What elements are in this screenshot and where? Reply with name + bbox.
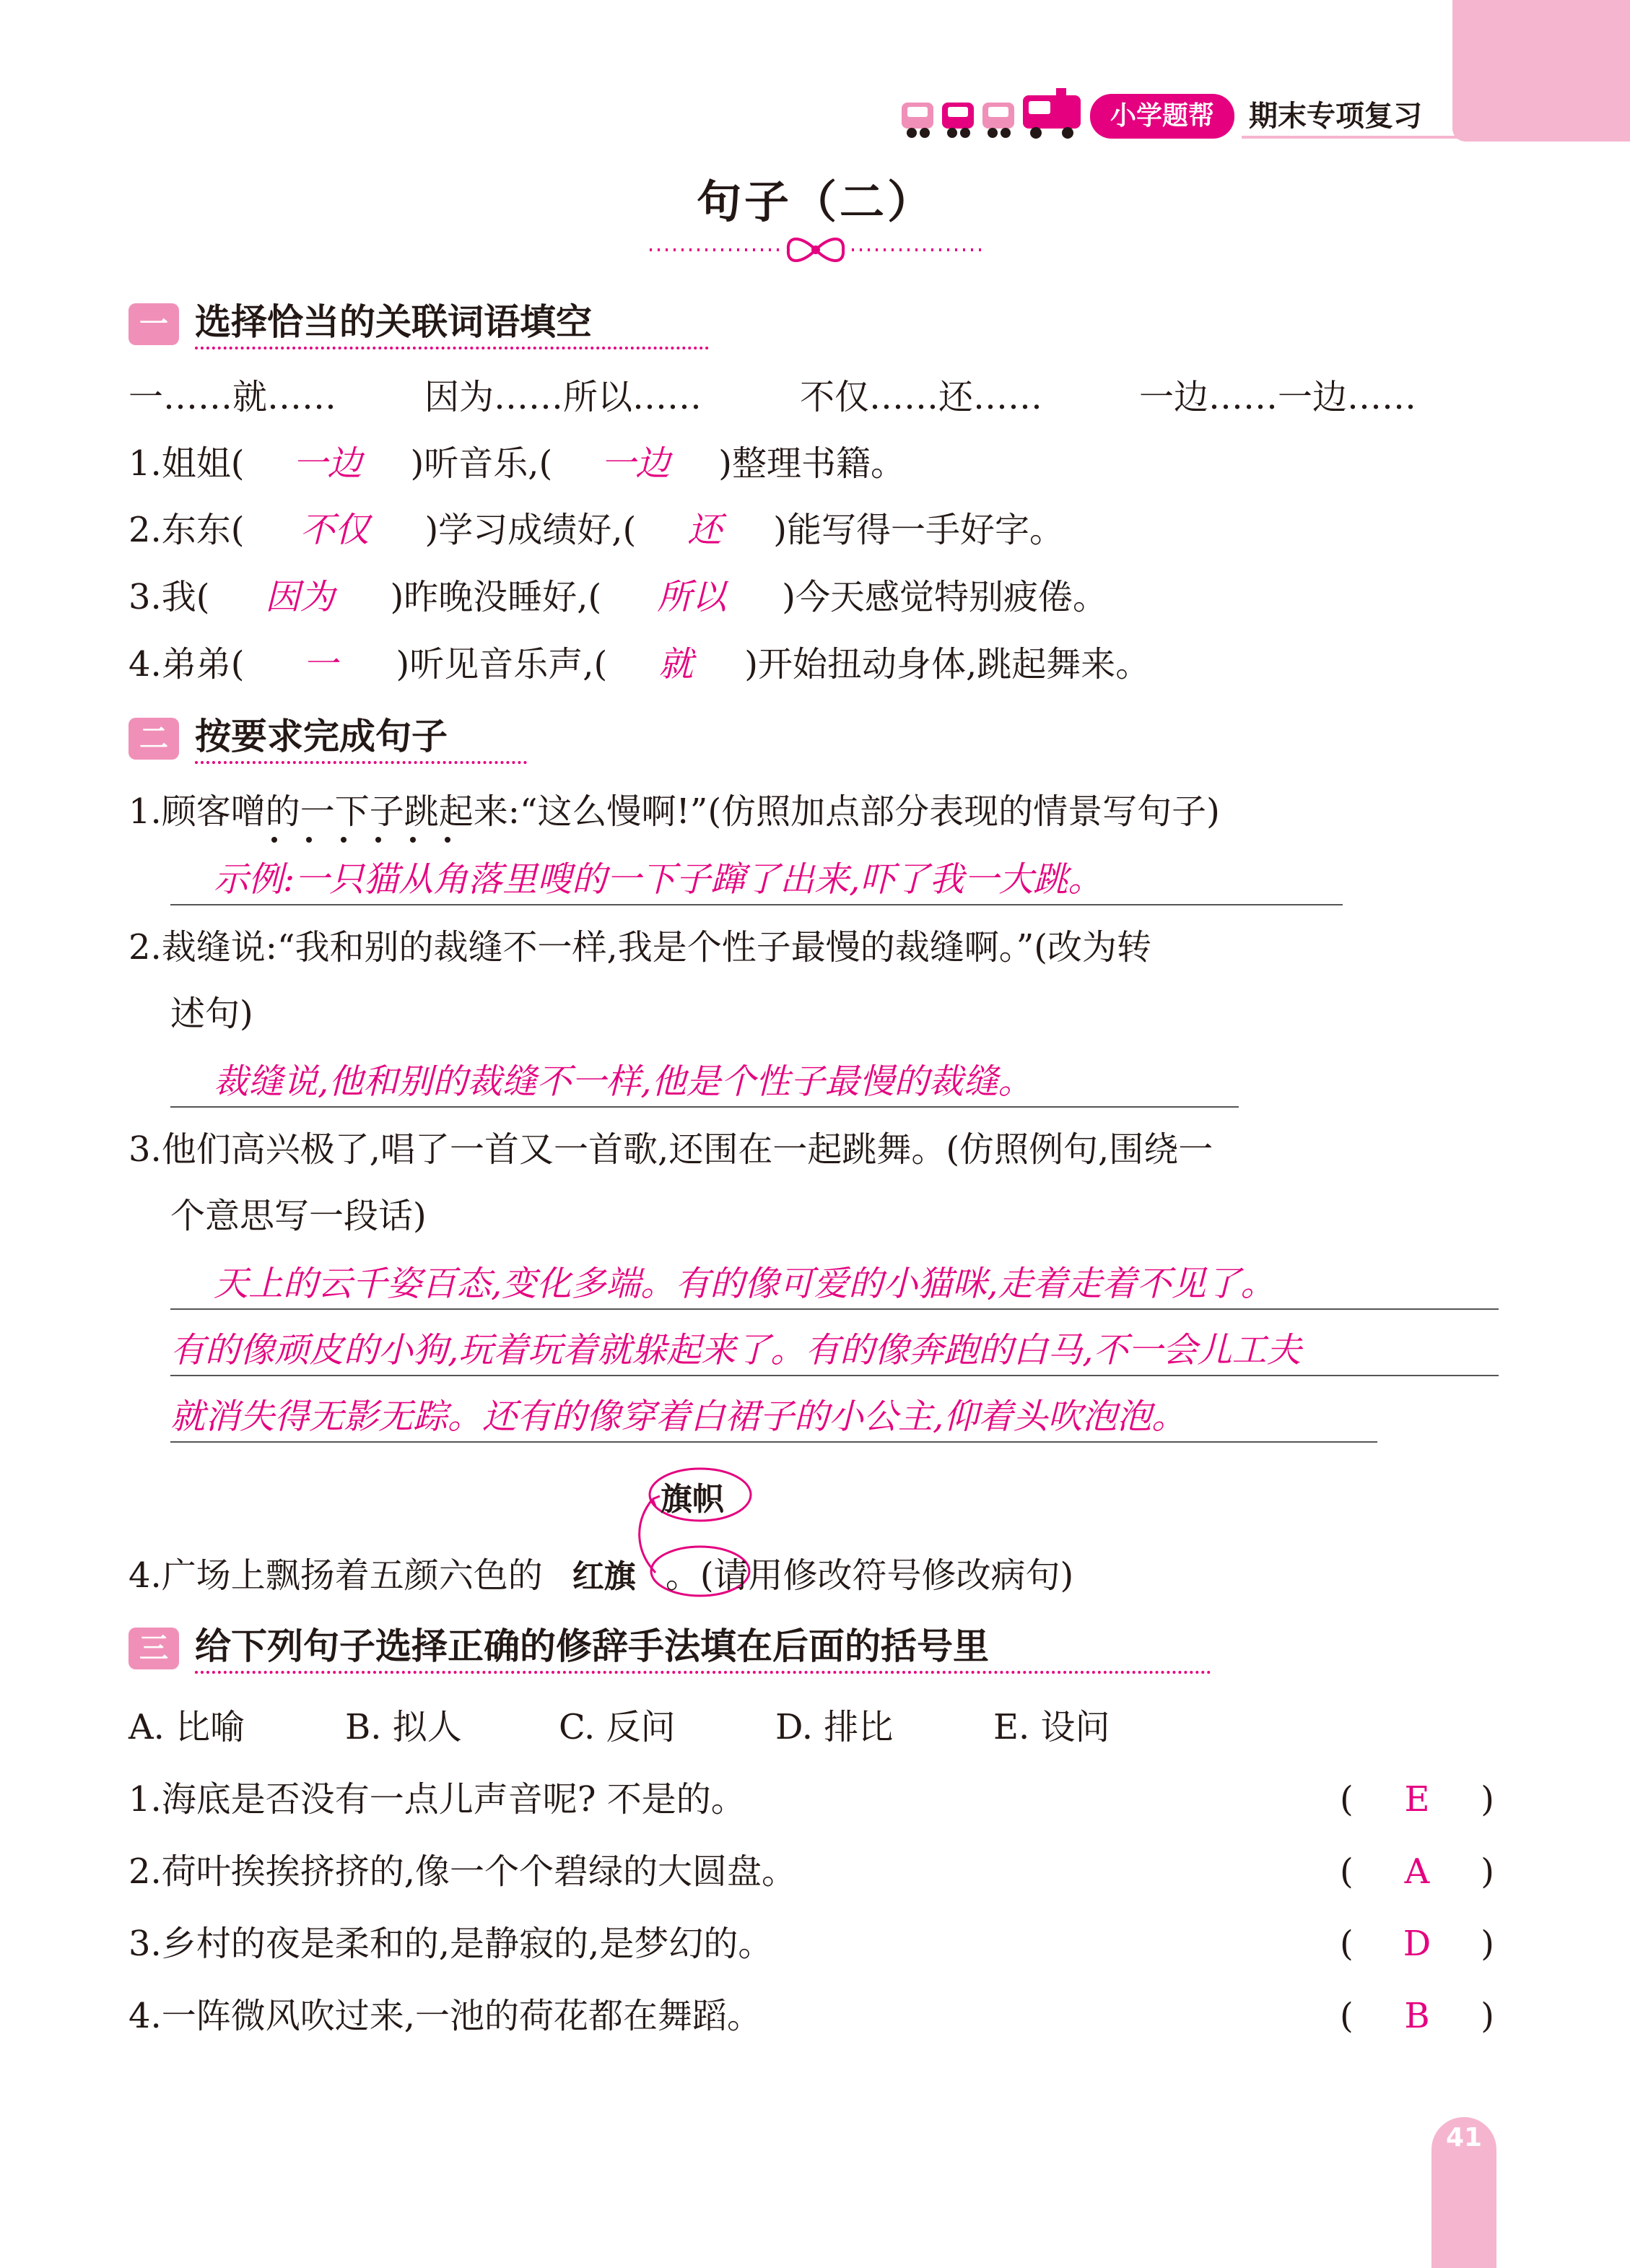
page-number: 41 <box>1445 2123 1483 2152</box>
list-item: 3.乡村的夜是柔和的,是静寂的,是梦幻的。 <box>128 1924 773 1964</box>
answer: 一边 <box>601 443 671 484</box>
option: E. 设问 <box>993 1707 1110 1747</box>
answer: 还 <box>687 510 723 550</box>
answer: 不仅 <box>300 510 370 550</box>
answer-line <box>170 1441 1377 1443</box>
answer: 就消失得无影无踪。还有的像穿着白裙子的小公主,仰着头吹泡泡。 <box>170 1396 1187 1437</box>
option: D. 排比 <box>775 1707 894 1747</box>
list-item: 2.东东( 不仅 )学习成绩好,( 还 )能写得一手好字。 <box>128 507 1064 553</box>
list-item: 1.海底是否没有一点儿声音呢? 不是的。 <box>128 1779 746 1820</box>
answer-line <box>170 1106 1239 1108</box>
section-badge: 二 <box>128 718 179 760</box>
option: B. 拟人 <box>345 1707 462 1747</box>
section-badge: 一 <box>128 303 179 345</box>
answer: 示例:一只猫从角落里嗖的一下子蹿了出来,吓了我一大跳。 <box>214 859 1103 900</box>
answer: 裁缝说,他和别的裁缝不一样,他是个性子最慢的裁缝。 <box>214 1061 1033 1102</box>
question: 4.广场上飘扬着五颜六色的 红旗 。(请用修改符号修改病句) <box>128 1552 1073 1600</box>
answer: 一 <box>302 644 338 685</box>
section-heading: 给下列句子选择正确的修辞手法填在后面的括号里 <box>195 1623 1211 1674</box>
circled-word: 红旗 <box>572 1558 636 1595</box>
correction-word: 旗帜 <box>661 1481 724 1518</box>
question: 1.顾客噌的一下子跳起来:“这么慢啊!”(仿照加点部分表现的情景写句子) <box>128 791 1220 832</box>
section-heading: 按要求完成句子 <box>195 713 527 764</box>
option: 一边……一边…… <box>1139 377 1417 417</box>
answer-line <box>170 1375 1499 1376</box>
answer-line <box>170 904 1343 905</box>
list-item: 3.我( 因为 )昨晚没睡好,( 所以 )今天感觉特别疲倦。 <box>128 574 1107 620</box>
answer-line <box>170 1308 1499 1310</box>
corner-tab <box>1452 0 1630 142</box>
list-item: 1.姐姐( 一边 )听音乐,( 一边 )整理书籍。 <box>128 440 905 487</box>
list-item: 4.弟弟( 一 )听见音乐声,( 就 )开始扭动身体,跳起舞来。 <box>128 641 1150 687</box>
list-item: 2.荷叶挨挨挤挤的,像一个个碧绿的大圆盘。 <box>128 1851 797 1892</box>
option: 因为……所以…… <box>424 377 702 417</box>
answer: 所以 <box>657 577 727 617</box>
question-continued: 个意思写一段话) <box>170 1196 427 1236</box>
train-icon <box>899 85 1086 143</box>
option: A. 比喻 <box>128 1707 245 1747</box>
section-label: 期末专项复习 <box>1249 100 1422 133</box>
answer: 天上的云千姿百态,变化多端。有的像可爱的小猫咪,走着走着不见了。 <box>214 1264 1276 1304</box>
page-title: 句子（二） <box>696 175 935 228</box>
answer: 就 <box>658 644 694 685</box>
bow-divider-icon <box>650 231 982 267</box>
answer: 因为 <box>265 577 335 617</box>
answer: 有的像顽皮的小狗,玩着玩着就躲起来了。有的像奔跑的白马,不一会儿工夫 <box>170 1330 1302 1370</box>
question: 3.他们高兴极了,唱了一首又一首歌,还围在一起跳舞。(仿照例句,围绕一 <box>128 1129 1213 1170</box>
section-heading: 选择恰当的关联词语填空 <box>195 299 709 349</box>
question: 2.裁缝说:“我和别的裁缝不一样,我是个性子最慢的裁缝啊。”(改为转 <box>128 927 1152 968</box>
question-continued: 述句) <box>170 994 253 1034</box>
section-badge: 三 <box>128 1628 179 1669</box>
emphasis-dots <box>267 835 455 845</box>
option: C. 反问 <box>559 1707 676 1747</box>
option: 一……就…… <box>128 377 337 417</box>
list-item: 4.一阵微风吹过来,一池的荷花都在舞蹈。 <box>128 1996 762 2036</box>
answer: 一边 <box>292 443 362 484</box>
option: 不仅……还…… <box>800 377 1043 417</box>
brand-badge: 小学题帮 <box>1090 94 1234 139</box>
header-divider <box>1242 136 1458 139</box>
